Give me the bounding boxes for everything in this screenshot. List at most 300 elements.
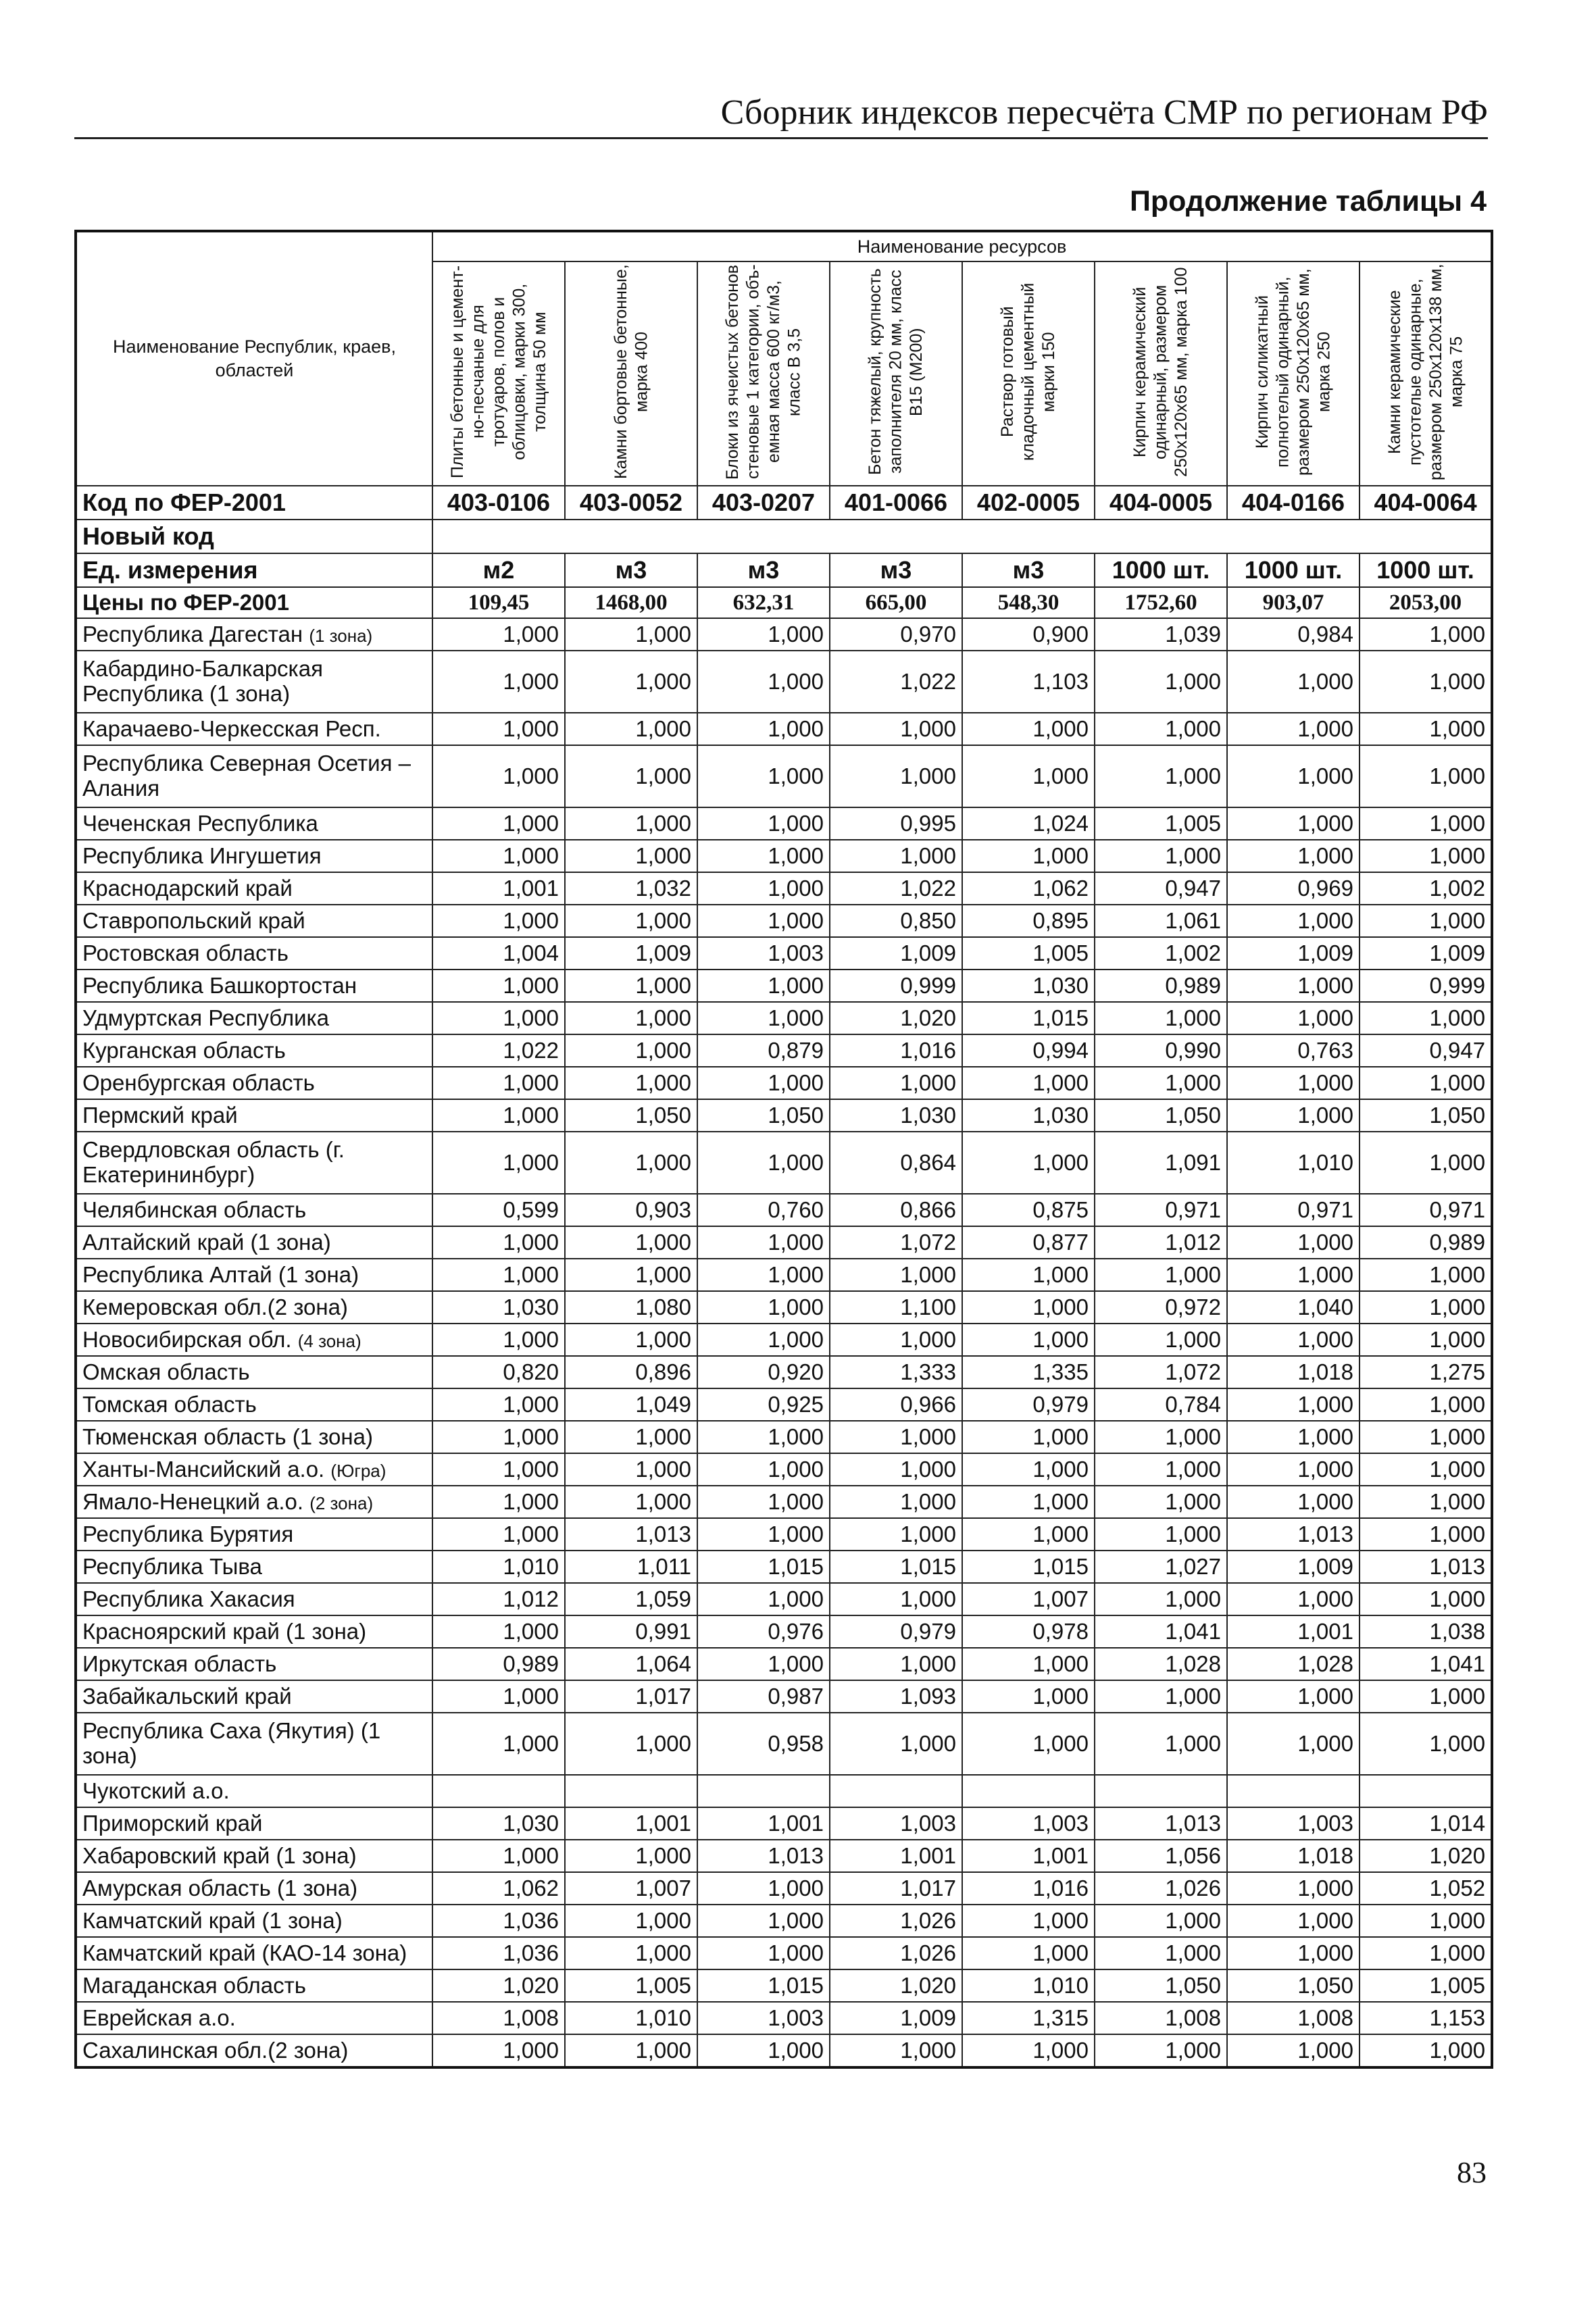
index-value-cell: 0,877	[962, 1226, 1095, 1259]
index-value-cell: 1,000	[1360, 651, 1492, 713]
table-row	[76, 1291, 1492, 1324]
index-value-cell	[697, 1775, 830, 1807]
region-name: Республика Алтай (1 зона)	[82, 1261, 359, 1287]
index-value-cell: 0,784	[1095, 1388, 1227, 1421]
table-row	[76, 618, 1492, 651]
index-value-cell: 1,000	[1360, 745, 1492, 807]
index-value-cell: 1,072	[1095, 1356, 1227, 1388]
index-value-cell: 1,030	[962, 970, 1095, 1002]
index-value-cell: 1,000	[1360, 618, 1492, 651]
table-row	[76, 1034, 1492, 1067]
region-name: Алтайский край (1 зона)	[82, 1229, 331, 1255]
index-value-cell: 1,000	[565, 1002, 697, 1034]
index-value-cell: 0,994	[962, 1034, 1095, 1067]
index-value-cell: 0,866	[830, 1194, 962, 1226]
region-name: Республика Бурятия	[82, 1521, 294, 1546]
index-value-cell: 1,000	[1360, 840, 1492, 872]
index-value-cell: 1,000	[565, 1421, 697, 1453]
region-name-cell	[76, 1259, 432, 1291]
index-value-cell: 1,000	[565, 651, 697, 713]
index-value-cell: 1,000	[1227, 1713, 1360, 1775]
unit-row-label: Ед. измерения	[76, 553, 432, 587]
region-name: Курганская область	[82, 1037, 286, 1063]
index-value-cell: 1,000	[565, 1034, 697, 1067]
index-value-cell: 1,000	[697, 1486, 830, 1518]
table-row	[76, 651, 1492, 713]
index-value-cell: 1,000	[432, 1067, 565, 1099]
index-value-cell: 0,971	[1360, 1194, 1492, 1226]
region-name-cell	[76, 937, 432, 970]
index-value-cell: 1,000	[1227, 1937, 1360, 1969]
region-name: Хабаровский край (1 зона)	[82, 1842, 357, 1868]
index-value-cell: 1,001	[830, 1840, 962, 1872]
index-value-cell: 1,000	[1227, 1680, 1360, 1713]
index-value-cell: 1,000	[1095, 1421, 1227, 1453]
index-value-cell: 1,008	[1227, 2002, 1360, 2034]
region-name-cell	[76, 745, 432, 807]
table-row	[76, 970, 1492, 1002]
index-value-cell: 1,038	[1360, 1615, 1492, 1648]
index-value-cell: 1,000	[697, 1421, 830, 1453]
table-row	[76, 2002, 1492, 2034]
index-value-cell: 0,925	[697, 1388, 830, 1421]
region-zone-note: (1 зона)	[309, 625, 373, 646]
unit-cell: 1000 шт.	[1095, 553, 1227, 587]
column-header: Блоки из ячеистых бетонов стеновые 1 категории, объ-емная масса 600 кг/м3, класс В 3,5	[697, 261, 830, 486]
index-value-cell: 1,153	[1360, 2002, 1492, 2034]
region-name-cell	[76, 1518, 432, 1551]
index-value-cell: 1,000	[1360, 1518, 1492, 1551]
index-value-cell: 1,000	[697, 1905, 830, 1937]
index-value-cell: 0,979	[830, 1615, 962, 1648]
table-row	[76, 1713, 1492, 1775]
index-table-container	[74, 230, 1491, 2069]
index-value-cell: 0,984	[1227, 618, 1360, 651]
index-value-cell: 1,000	[565, 1259, 697, 1291]
index-value-cell: 1,000	[565, 1486, 697, 1518]
index-value-cell: 1,005	[1095, 807, 1227, 840]
table-row	[76, 745, 1492, 807]
index-value-cell	[1360, 1775, 1492, 1807]
index-value-cell: 1,014	[1360, 1807, 1492, 1840]
index-value-cell: 1,001	[432, 872, 565, 905]
index-value-cell: 1,000	[1095, 1583, 1227, 1615]
index-value-cell: 1,000	[432, 1680, 565, 1713]
new-code-empty	[432, 520, 1492, 553]
index-value-cell: 1,000	[697, 2034, 830, 2067]
index-value-cell: 0,989	[1095, 970, 1227, 1002]
index-value-cell: 1,028	[1095, 1648, 1227, 1680]
table-row	[76, 872, 1492, 905]
index-value-cell: 1,000	[830, 1453, 962, 1486]
column-header: Камни керамические пустотелые одинарные, размером 250х120х138 мм, марка 75	[1360, 261, 1492, 486]
index-value-cell	[962, 1775, 1095, 1807]
region-name-cell	[76, 1807, 432, 1840]
index-value-cell: 1,001	[1227, 1615, 1360, 1648]
index-value-cell: 1,009	[1227, 1551, 1360, 1583]
index-value-cell: 1,036	[432, 1937, 565, 1969]
region-name-cell	[76, 1356, 432, 1388]
index-value-cell: 1,000	[962, 1648, 1095, 1680]
region-name: Свердловская область (г. Екатерининбург)	[82, 1137, 345, 1187]
index-value-cell: 1,000	[432, 1453, 565, 1486]
index-value-cell: 1,036	[432, 1905, 565, 1937]
index-value-cell: 0,989	[1360, 1226, 1492, 1259]
index-value-cell: 1,000	[1360, 2034, 1492, 2067]
index-value-cell: 1,015	[962, 1551, 1095, 1583]
index-value-cell: 1,000	[565, 1905, 697, 1937]
column-header: Кирпич керамический одинарный, размером 250х120х65 мм, марка 100	[1095, 261, 1227, 486]
index-value-cell: 1,027	[1095, 1551, 1227, 1583]
region-name: Приморский край	[82, 1810, 263, 1836]
unit-cell: 1000 шт.	[1227, 553, 1360, 587]
region-name: Кабардино-Балкарская Республика (1 зона)	[82, 656, 323, 706]
region-name: Ставропольский край	[82, 907, 305, 933]
index-value-cell: 1,008	[1095, 2002, 1227, 2034]
index-value-cell: 1,050	[1227, 1969, 1360, 2002]
index-value-cell: 1,013	[565, 1518, 697, 1551]
index-value-cell: 1,001	[962, 1840, 1095, 1872]
index-value-cell	[830, 1775, 962, 1807]
index-value-cell: 1,000	[1227, 1099, 1360, 1132]
index-value-cell: 1,000	[432, 713, 565, 745]
index-value-cell: 1,039	[1095, 618, 1227, 651]
index-value-cell: 1,000	[962, 1421, 1095, 1453]
index-value-cell: 1,020	[830, 1002, 962, 1034]
index-value-cell: 1,000	[1360, 905, 1492, 937]
region-name: Ямало-Ненецкий а.о.	[82, 1488, 304, 1514]
index-value-cell: 1,015	[697, 1551, 830, 1583]
region-name: Республика Северная Осетия – Алания	[82, 751, 411, 801]
index-value-cell: 1,000	[697, 1132, 830, 1194]
index-value-cell: 1,275	[1360, 1356, 1492, 1388]
index-value-cell: 1,000	[1227, 1872, 1360, 1905]
price-cell: 2053,00	[1360, 587, 1492, 618]
region-name-cell	[76, 1905, 432, 1937]
index-value-cell: 1,335	[962, 1356, 1095, 1388]
table-row	[76, 1388, 1492, 1421]
region-name-cell	[76, 1937, 432, 1969]
index-value-cell: 1,009	[830, 937, 962, 970]
index-value-cell: 1,000	[697, 745, 830, 807]
price-cell: 1468,00	[565, 587, 697, 618]
index-value-cell: 0,971	[1227, 1194, 1360, 1226]
index-value-cell: 0,991	[565, 1615, 697, 1648]
index-value-cell: 1,000	[697, 1453, 830, 1486]
index-value-cell: 1,000	[1095, 1002, 1227, 1034]
index-value-cell: 1,000	[1095, 2034, 1227, 2067]
table-row	[76, 840, 1492, 872]
index-value-cell: 0,896	[565, 1356, 697, 1388]
region-name: Камчатский край (КАО-14 зона)	[82, 1940, 407, 1965]
region-name-cell	[76, 1291, 432, 1324]
region-name-cell	[76, 1486, 432, 1518]
index-value-cell: 1,000	[962, 1518, 1095, 1551]
index-value-cell: 1,000	[697, 1518, 830, 1551]
table-row	[76, 1648, 1492, 1680]
index-value-cell: 0,995	[830, 807, 962, 840]
new-code-row	[76, 520, 1492, 553]
index-value-cell: 1,000	[1360, 1067, 1492, 1099]
index-value-cell: 1,000	[1360, 1291, 1492, 1324]
region-name-cell	[76, 1002, 432, 1034]
index-value-cell: 1,002	[1360, 872, 1492, 905]
index-value-cell: 1,009	[830, 2002, 962, 2034]
index-value-cell: 1,000	[432, 1518, 565, 1551]
table-row	[76, 1872, 1492, 1905]
region-name-cell	[76, 1615, 432, 1648]
index-value-cell: 1,000	[1227, 651, 1360, 713]
region-name: Сахалинская обл.(2 зона)	[82, 2037, 349, 2063]
index-value-cell: 1,050	[697, 1099, 830, 1132]
index-value-cell: 0,900	[962, 618, 1095, 651]
index-value-cell: 0,763	[1227, 1034, 1360, 1067]
index-value-cell: 1,000	[1095, 1518, 1227, 1551]
code-cell: 402-0005	[962, 486, 1095, 520]
index-value-cell: 1,000	[830, 1518, 962, 1551]
index-value-cell: 1,003	[1227, 1807, 1360, 1840]
region-name-cell	[76, 1872, 432, 1905]
new-code-label: Новый код	[76, 520, 432, 553]
index-value-cell: 1,018	[1227, 1356, 1360, 1388]
code-row	[76, 486, 1492, 520]
index-value-cell: 1,000	[697, 713, 830, 745]
index-value-cell: 1,013	[1360, 1551, 1492, 1583]
index-value-cell: 1,022	[830, 651, 962, 713]
index-value-cell: 0,999	[1360, 970, 1492, 1002]
index-value-cell: 1,013	[697, 1840, 830, 1872]
index-value-cell: 1,050	[565, 1099, 697, 1132]
index-value-cell: 1,100	[830, 1291, 962, 1324]
region-name-cell	[76, 905, 432, 937]
index-value-cell: 1,000	[1360, 1713, 1492, 1775]
index-value-cell: 1,000	[432, 745, 565, 807]
index-value-cell: 1,000	[962, 1259, 1095, 1291]
index-value-cell: 1,000	[565, 905, 697, 937]
price-cell: 109,45	[432, 587, 565, 618]
index-value-cell: 1,041	[1095, 1615, 1227, 1648]
index-value-cell: 1,026	[830, 1937, 962, 1969]
index-value-cell: 1,005	[565, 1969, 697, 2002]
index-value-cell: 1,012	[432, 1583, 565, 1615]
index-value-cell: 1,008	[432, 2002, 565, 2034]
unit-cell: м3	[697, 553, 830, 587]
index-value-cell: 1,050	[1095, 1099, 1227, 1132]
index-value-cell: 1,000	[432, 840, 565, 872]
region-name-cell	[76, 651, 432, 713]
index-value-cell: 1,000	[1360, 1421, 1492, 1453]
index-value-cell: 1,062	[962, 872, 1095, 905]
index-value-cell: 1,003	[697, 937, 830, 970]
index-value-cell: 1,000	[962, 1067, 1095, 1099]
index-value-cell: 0,920	[697, 1356, 830, 1388]
index-value-cell	[1227, 1775, 1360, 1807]
index-value-cell: 1,030	[962, 1099, 1095, 1132]
index-value-cell: 1,000	[1227, 1226, 1360, 1259]
region-name-cell	[76, 1775, 432, 1807]
index-value-cell: 1,064	[565, 1648, 697, 1680]
table-caption: Продолжение таблицы 4	[1129, 185, 1487, 218]
region-name-cell	[76, 840, 432, 872]
index-value-cell: 1,000	[432, 651, 565, 713]
index-value-cell: 1,020	[432, 1969, 565, 2002]
region-name: Удмуртская Республика	[82, 1005, 330, 1030]
index-value-cell: 1,000	[962, 1291, 1095, 1324]
index-value-cell: 1,013	[1227, 1518, 1360, 1551]
index-value-cell: 1,000	[565, 807, 697, 840]
index-value-cell: 1,007	[962, 1583, 1095, 1615]
table-row	[76, 1840, 1492, 1872]
index-value-cell: 1,000	[830, 1583, 962, 1615]
index-value-cell: 0,971	[1095, 1194, 1227, 1226]
index-value-cell: 0,850	[830, 905, 962, 937]
index-value-cell: 1,000	[565, 1840, 697, 1872]
region-column-header: Наименование Республик, краев, областей	[76, 231, 432, 486]
page-number: 83	[1457, 2156, 1487, 2189]
index-value-cell: 1,000	[830, 2034, 962, 2067]
table-row	[76, 937, 1492, 970]
region-zone-note: (2 зона)	[309, 1492, 374, 1513]
index-value-cell: 1,010	[565, 2002, 697, 2034]
region-name: Республика Дагестан	[82, 621, 303, 647]
index-value-cell: 1,000	[962, 1680, 1095, 1713]
index-value-cell: 1,000	[1227, 1067, 1360, 1099]
index-value-cell: 1,000	[697, 1583, 830, 1615]
region-name-cell	[76, 1132, 432, 1194]
index-value-cell: 1,000	[1360, 1388, 1492, 1421]
index-value-cell: 1,026	[830, 1905, 962, 1937]
index-value-cell: 1,000	[432, 905, 565, 937]
table-row	[76, 1194, 1492, 1226]
index-value-cell: 1,000	[432, 1099, 565, 1132]
table-row	[76, 1226, 1492, 1259]
index-value-cell: 0,987	[697, 1680, 830, 1713]
region-name: Еврейская а.о.	[82, 2005, 236, 2030]
code-row-label: Код по ФЕР-2001	[76, 486, 432, 520]
index-value-cell: 1,000	[1095, 1937, 1227, 1969]
index-value-cell: 1,000	[697, 905, 830, 937]
index-value-cell: 1,000	[432, 1840, 565, 1872]
index-value-cell: 1,000	[830, 745, 962, 807]
index-value-cell: 0,599	[432, 1194, 565, 1226]
index-value-cell: 1,000	[697, 1324, 830, 1356]
index-value-cell: 1,093	[830, 1680, 962, 1713]
index-value-cell: 1,000	[432, 1421, 565, 1453]
region-name-cell	[76, 1551, 432, 1583]
index-value-cell: 1,015	[697, 1969, 830, 2002]
index-value-cell: 1,000	[962, 1324, 1095, 1356]
index-value-cell: 0,966	[830, 1388, 962, 1421]
index-value-cell: 1,000	[565, 1132, 697, 1194]
column-header: Раствор готовый кладочный цементный марки 150	[962, 261, 1095, 486]
index-value-cell: 1,000	[830, 840, 962, 872]
index-value-cell: 1,000	[830, 1486, 962, 1518]
index-value-cell: 1,000	[697, 651, 830, 713]
index-value-cell: 1,000	[565, 2034, 697, 2067]
index-value-cell: 1,030	[432, 1291, 565, 1324]
index-value-cell: 1,000	[697, 872, 830, 905]
price-cell: 903,07	[1227, 587, 1360, 618]
index-value-cell: 1,000	[1095, 1713, 1227, 1775]
index-value-cell: 1,000	[1095, 713, 1227, 745]
unit-cell: 1000 шт.	[1360, 553, 1492, 587]
index-table	[74, 230, 1493, 2069]
table-row	[76, 1421, 1492, 1453]
table-row	[76, 713, 1492, 745]
region-name: Ростовская область	[82, 940, 289, 965]
index-value-cell: 1,003	[962, 1807, 1095, 1840]
index-value-cell: 1,000	[432, 1615, 565, 1648]
index-value-cell: 0,979	[962, 1388, 1095, 1421]
index-value-cell: 1,103	[962, 651, 1095, 713]
index-value-cell: 1,000	[1095, 1259, 1227, 1291]
index-value-cell: 1,003	[830, 1807, 962, 1840]
index-value-cell: 1,013	[1095, 1807, 1227, 1840]
index-value-cell: 1,000	[1095, 1486, 1227, 1518]
index-value-cell: 0,879	[697, 1034, 830, 1067]
index-value-cell: 1,000	[432, 618, 565, 651]
index-value-cell: 1,000	[1227, 840, 1360, 872]
region-name: Забайкальский край	[82, 1683, 292, 1709]
index-value-cell: 1,000	[432, 1486, 565, 1518]
unit-row	[76, 553, 1492, 587]
index-value-cell: 1,009	[1227, 937, 1360, 970]
table-row	[76, 1615, 1492, 1648]
index-value-cell: 1,000	[565, 713, 697, 745]
index-value-cell: 1,000	[1227, 1421, 1360, 1453]
index-value-cell: 1,000	[830, 713, 962, 745]
code-cell: 403-0052	[565, 486, 697, 520]
index-value-cell: 1,052	[1360, 1872, 1492, 1905]
index-value-cell: 1,007	[565, 1872, 697, 1905]
index-value-cell: 1,000	[1227, 713, 1360, 745]
table-row	[76, 1583, 1492, 1615]
index-value-cell: 1,000	[962, 745, 1095, 807]
region-name-cell	[76, 1583, 432, 1615]
index-value-cell: 1,000	[962, 1713, 1095, 1775]
index-value-cell: 1,000	[697, 1259, 830, 1291]
index-value-cell: 1,016	[830, 1034, 962, 1067]
region-name-cell	[76, 1453, 432, 1486]
index-value-cell: 1,000	[1095, 840, 1227, 872]
region-name: Новосибирская обл.	[82, 1326, 292, 1352]
index-value-cell: 1,091	[1095, 1132, 1227, 1194]
column-header: Плиты бетонные и цемент-но-песчаные для тротуаров, полов и облицовки, марки 300, толщина 50 мм	[432, 261, 565, 486]
unit-cell: м2	[432, 553, 565, 587]
index-value-cell: 1,000	[1227, 2034, 1360, 2067]
index-value-cell: 0,947	[1360, 1034, 1492, 1067]
index-value-cell: 1,000	[962, 1486, 1095, 1518]
region-name-cell	[76, 1680, 432, 1713]
table-row	[76, 1067, 1492, 1099]
table-row	[76, 1099, 1492, 1132]
region-rows	[76, 618, 1492, 2067]
index-value-cell: 0,976	[697, 1615, 830, 1648]
index-value-cell: 1,000	[1227, 1486, 1360, 1518]
region-name-cell	[76, 1840, 432, 1872]
index-value-cell: 1,333	[830, 1356, 962, 1388]
index-value-cell: 1,000	[1360, 1583, 1492, 1615]
table-row	[76, 1807, 1492, 1840]
index-value-cell: 1,020	[830, 1969, 962, 2002]
index-value-cell: 1,000	[565, 1713, 697, 1775]
index-value-cell: 1,000	[432, 2034, 565, 2067]
index-value-cell: 1,050	[1095, 1969, 1227, 2002]
index-value-cell: 1,009	[565, 937, 697, 970]
index-value-cell: 1,000	[1360, 1680, 1492, 1713]
region-name: Республика Башкортостан	[82, 972, 357, 998]
code-cell: 404-0166	[1227, 486, 1360, 520]
